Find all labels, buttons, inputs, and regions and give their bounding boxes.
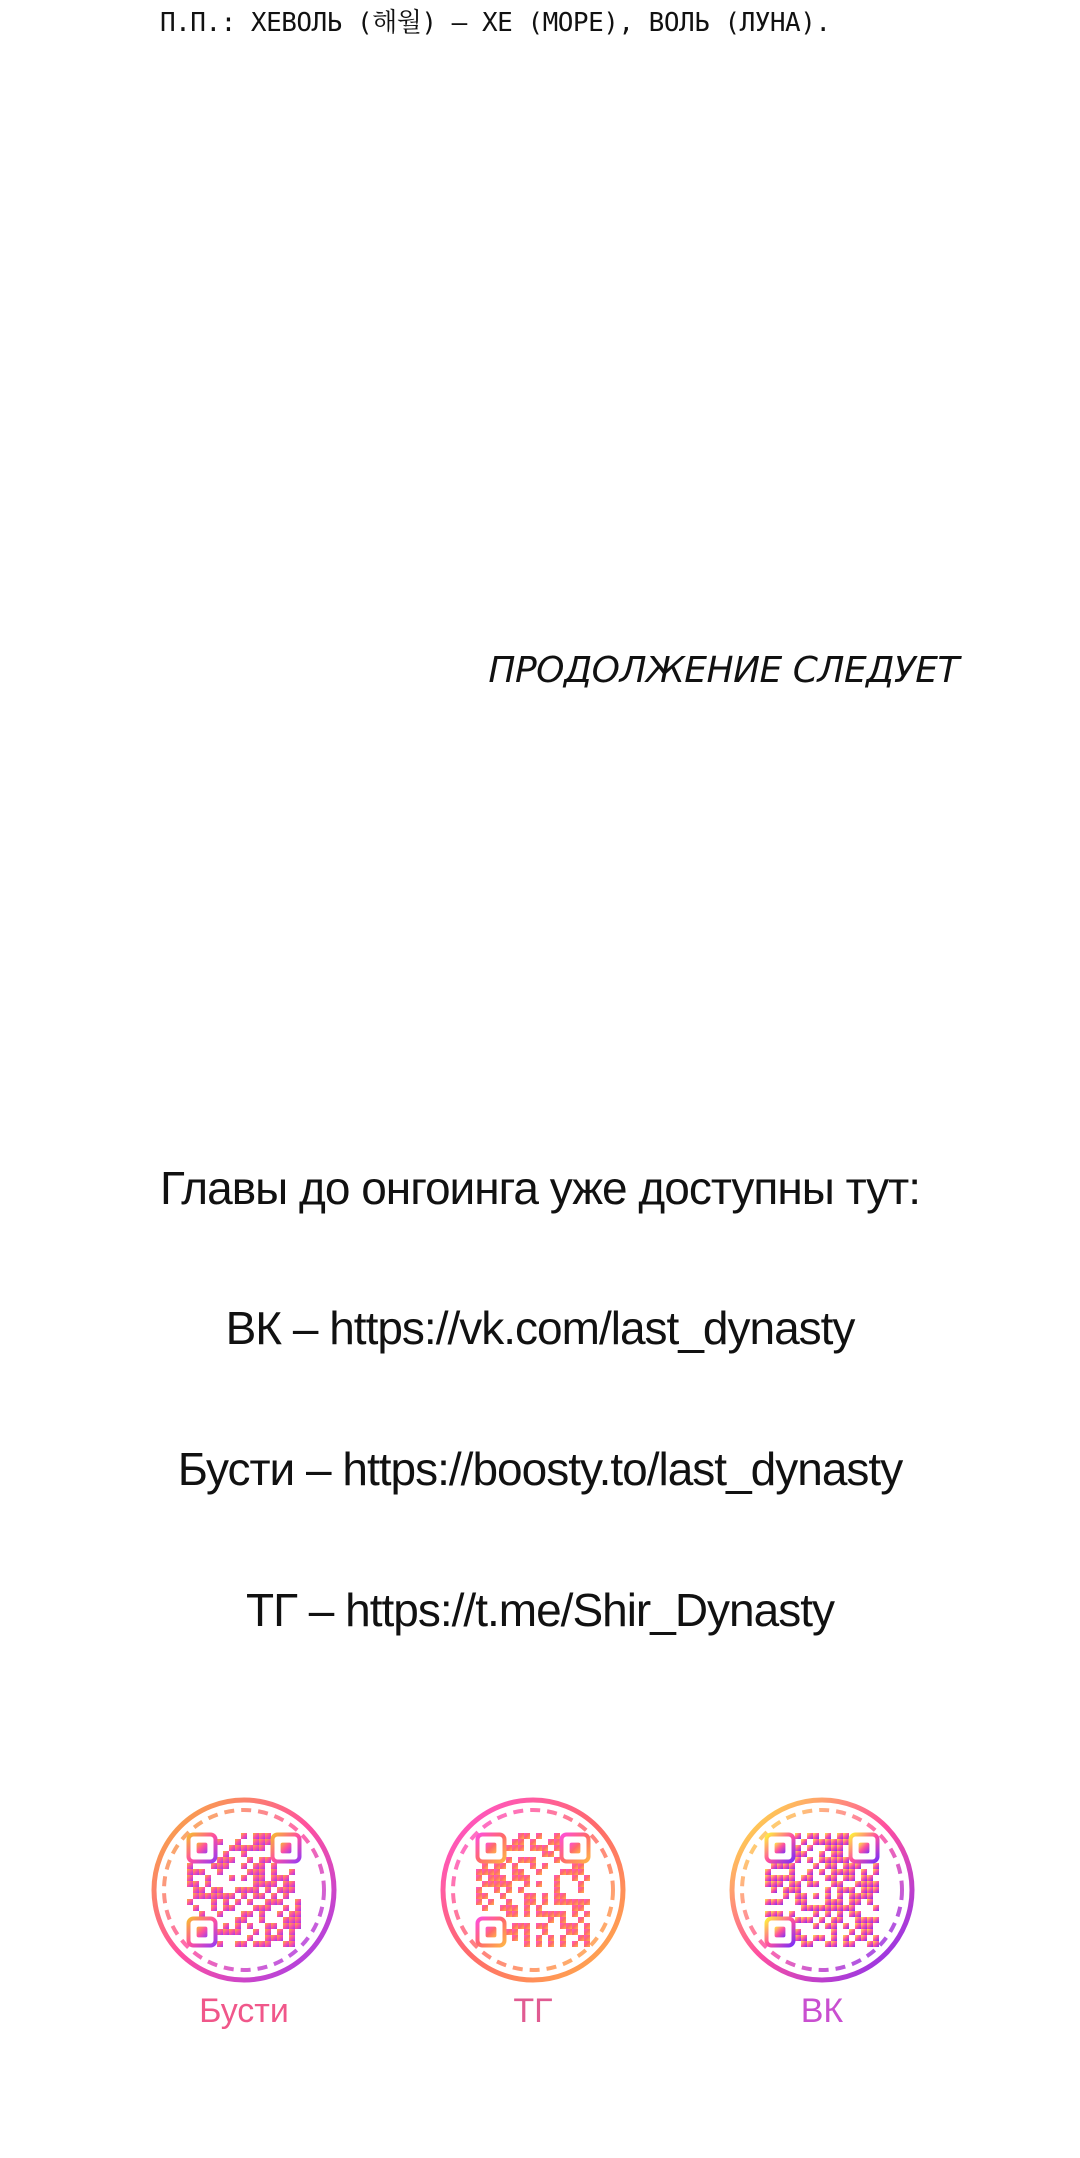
vk-qr-label: ВК xyxy=(800,1992,844,2030)
tg-link-name: ТГ xyxy=(245,1584,297,1636)
qr-code-icon xyxy=(433,1790,633,1990)
boosty-link-separator: – xyxy=(294,1443,343,1495)
translator-note: П.П.: ХЕВОЛЬ (해월) — ХЕ (МОРЕ), ВОЛЬ (ЛУНА). xyxy=(160,8,831,38)
vk-qr-card[interactable] xyxy=(722,1790,922,2031)
tg-link[interactable]: https://t.me/Shir_Dynasty xyxy=(345,1584,835,1636)
boosty-link-name: Бусти xyxy=(177,1443,295,1495)
tg-link-separator: – xyxy=(296,1584,346,1636)
vk-link[interactable]: https://vk.com/last_dynasty xyxy=(329,1302,855,1354)
to-be-continued-caption: ПРОДОЛЖЕНИЕ СЛЕДУЕТ xyxy=(488,650,959,691)
links-block xyxy=(0,1158,1080,1640)
vk-link-line xyxy=(0,1298,1080,1358)
boosty-link[interactable]: https://boosty.to/last_dynasty xyxy=(342,1443,903,1495)
tg-qr-card[interactable] xyxy=(433,1790,633,2031)
links-intro: Главы до онгоинга уже доступны тут: xyxy=(159,1162,921,1214)
boosty-qr-card[interactable] xyxy=(144,1790,344,2031)
tg-qr-label: ТГ xyxy=(513,1992,553,2030)
boosty-link-line xyxy=(0,1439,1080,1499)
vk-link-separator: – xyxy=(281,1302,330,1354)
qr-code-icon xyxy=(144,1790,344,1990)
tg-link-line xyxy=(0,1580,1080,1640)
qr-code-row xyxy=(0,1790,1080,2050)
vk-link-name: ВК xyxy=(225,1302,282,1354)
qr-code-icon xyxy=(722,1790,922,1990)
boosty-qr-label: Бусти xyxy=(199,1992,289,2030)
